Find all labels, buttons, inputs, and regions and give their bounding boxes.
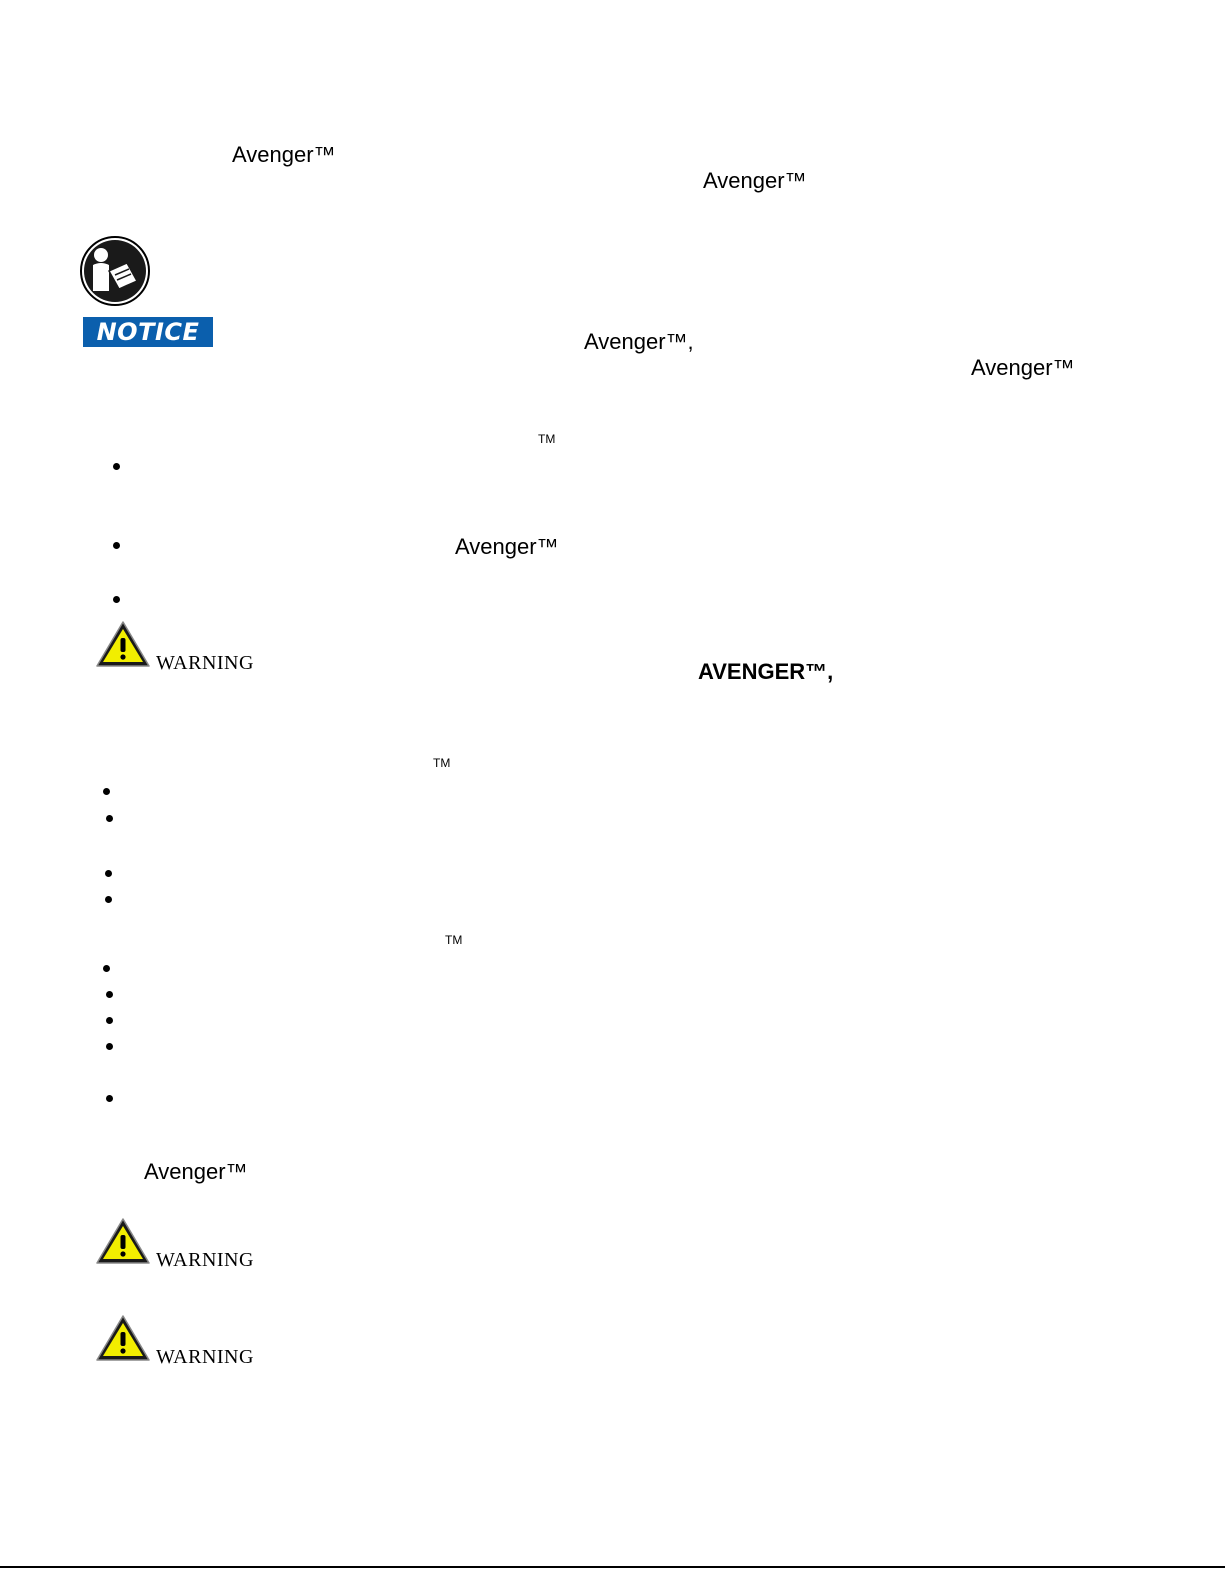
bullet xyxy=(106,1043,113,1050)
notice-brand-1: Avenger™, xyxy=(584,329,694,354)
bullet xyxy=(106,1017,113,1024)
notice-brand-2: Avenger™ xyxy=(971,355,1075,380)
section-3-tm-mark: TM xyxy=(445,933,463,947)
bullet-brand: Avenger™ xyxy=(455,534,559,559)
closing-brand: Avenger™ xyxy=(144,1159,248,1184)
warning-triangle-icon xyxy=(95,620,151,668)
bullet xyxy=(105,870,112,877)
bullet xyxy=(103,788,110,795)
bullet xyxy=(103,965,110,972)
warning-triangle-icon xyxy=(95,1217,151,1265)
bullet xyxy=(106,991,113,998)
warning-triangle-icon xyxy=(95,1314,151,1362)
notice-badge: NOTICE xyxy=(83,317,213,347)
bullet xyxy=(105,896,112,903)
footer-divider xyxy=(0,1566,1225,1568)
section-2-tm-mark: TM xyxy=(433,756,451,770)
bullet xyxy=(106,815,113,822)
warning-label: WARNING xyxy=(156,1249,254,1271)
warning-label: WARNING xyxy=(156,1346,254,1368)
intro-brand-2: Avenger™ xyxy=(703,168,807,193)
bullet xyxy=(113,463,120,470)
warning-label: WARNING xyxy=(156,652,254,674)
section-1-tm-mark: TM xyxy=(538,432,556,446)
warning-1-brand: AVENGER™, xyxy=(698,659,834,684)
bullet xyxy=(106,1095,113,1102)
bullet xyxy=(113,596,120,603)
intro-brand-1: Avenger™ xyxy=(232,142,336,167)
read-manual-icon xyxy=(79,235,151,307)
bullet xyxy=(113,542,120,549)
